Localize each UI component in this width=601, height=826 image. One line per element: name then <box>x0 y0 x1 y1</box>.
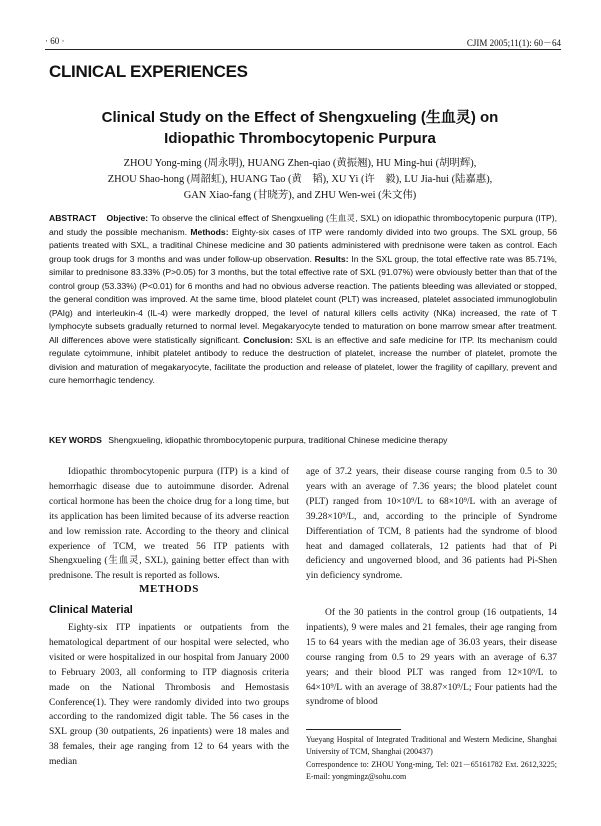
footnote-rule <box>306 729 401 730</box>
page-number: · 60 · <box>45 36 65 46</box>
intro-paragraph: Idiopathic thrombocytopenic purpura (ITP) is a kind of hemorrhagic disease due to autoimmune disorder. Adrenal cortical hormone has been the choice drug for a long time, but its application has been limited because of its adverse reaction and low remission rate. According to the theory and clinical experience of TCM, we treated 56 ITP patients with Shengxueling (生血灵, SXL), gaining better effect than with prednisone. The result is reported as follows. <box>49 467 289 582</box>
right-column-para-1 <box>306 465 557 584</box>
keywords-text: Shengxueling, idiopathic thrombocytopenic purpura, traditional Chinese medicine therapy <box>108 435 448 445</box>
conclusion-label: Conclusion: <box>243 334 293 345</box>
authors-line-1: ZHOU Yong-ming (周永明), HUANG Zhen-qiao (黄振翘), HU Ming-hui (胡明辉), <box>123 158 477 169</box>
right-column-para-2 <box>306 606 557 710</box>
clinical-material-block <box>49 621 289 770</box>
methods-label: Methods: <box>190 226 229 237</box>
abstract-results: In the SXL group, the total effective rate was 85.71%, similar to prednisone 83.33% (P>0.05) for 3 months, but the total effective rate of SXL (91.07%) were obviously better than that of the control group (53.33%) (P<0.01) for 6 months and had no obvious adverse reaction. The patients bleeding was alleviated or stopped, the general condition was improved. At the same time, blood platelet count (PLT) was increased, platelet associated immunoglobulin (PAIg) and interleukin-4 (IL-4) were markedly dropped, the level of natural killers cells activity (NKa) increased, the rate of T lymphocyte subsets gradually returned to normal level. Megakaryocyte tended to maturation on bone marrow smear after treatment. All differences above were statistically significant. <box>49 253 558 345</box>
results-label: Results: <box>314 253 349 264</box>
abstract-label: ABSTRACT <box>49 213 97 223</box>
author-list <box>55 156 545 204</box>
methods-heading: METHODS <box>139 583 199 595</box>
abstract-methods: Eighty-six cases of ITP were randomly divided into two groups. The SXL group, 56 patients treated with SXL, a traditinal Chinese medicine and 30 patients administered with prednisone were taken as control. Each group took drugs for 3 months and was under follow-up observation. <box>49 226 557 264</box>
clinical-material-paragraph: Eighty-six ITP inpatients or outpatients from the hematological department of our hospital were selected, who visited or were hospitalized in our hospital from January 2000 to February 2003, all conforming to ITP diagnosis criteria made on the National Thrombosis and Hemostasis Conference(1). They were randomly divided into two groups according to the randomized digit table. The 56 cases in the SXL group (30 outpatients, 26 inpatients) were 18 males and 38 females, their age ranging from 12 to 64 years with the median <box>49 623 289 768</box>
intro-paragraph-block <box>49 465 289 584</box>
article-title <box>60 107 540 149</box>
header-rule <box>45 49 561 50</box>
authors-line-3: GAN Xiao-fang (甘晓芳), and ZHU Wen-wei (朱文伟) <box>183 190 417 201</box>
journal-reference: CJIM 2005;11(1): 60－64 <box>466 38 561 48</box>
objective-label: Objective: <box>106 213 149 223</box>
abstract <box>49 212 557 388</box>
keywords-label: KEY WORDS <box>49 435 102 445</box>
abstract-objective: To observe the clinical effect of Shengxueling (生血灵, SXL) on idiopathic thrombocytopenic purpura (ITP), and study the possible mechanism. <box>49 213 557 237</box>
keywords <box>49 434 557 447</box>
footnote <box>306 734 557 784</box>
correspondence: Correspondence to: ZHOU Yong-ming, Tel: 021－65161782 Ext. 2612,3225; E-mail: yongmingz@sohu.com <box>306 759 557 782</box>
title-line-1: Clinical Study on the Effect of Shengxueling (生血灵) on <box>101 109 499 126</box>
authors-line-2: ZHOU Shao-hong (周韶虹), HUANG Tao (黄 韬), XU Yi (许 毅), LU Jia-hui (陆嘉惠), <box>107 174 493 185</box>
section-banner: CLINICAL EXPERIENCES <box>49 62 248 81</box>
clinical-material-heading: Clinical Material <box>49 604 133 616</box>
abstract-conclusion: SXL is an effective and safe medicine for ITP. Its mechanism could regulate cytoimmune, inhibit platelet antibody to reduce the destruction of platelet, increase the number of platelet, promote the division and maturation of megakaryocyte, facilitate the production and release of platelet, lower the fragility of capillary, prevent and cure hemorrhagic tendency. <box>49 334 557 385</box>
title-line-2: Idiopathic Thrombocytopenic Purpura <box>164 130 436 147</box>
sxl-group-paragraph: age of 37.2 years, their disease course ranging from 0.5 to 30 years with an average of 7.36 years; the blood platelet count (PLT) ranged from 10×10⁹/L to 68×10⁹/L with an average of 39.28×10⁹/L, and, according to the principle of Syndrome Differentiation of TCM, 8 patients had the syndrome of blood heat and damaged collaterals, 12 patients had that of Pi deficiency and ungoverned blood, and 36 patients had Pi-Shen yin deficiency syndrome. <box>306 467 557 582</box>
affiliation: Yueyang Hospital of Integrated Traditional and Western Medicine, Shanghai University of TCM, Shanghai (200437) <box>306 735 557 757</box>
control-group-paragraph: Of the 30 patients in the control group (16 outpatients, 14 inpatients), 9 were males and 21 females, their age ranging from 15 to 64 years with the median age of 36.03 years, their disease course ranging from 0.5 to 29 years with an average of 6.37 years; and their blood PLT was ranged from 12×10⁹/L to 64×10⁹/L with an average of 38.87×10⁹/L; Four patients had the syndrome of blood <box>306 608 557 708</box>
